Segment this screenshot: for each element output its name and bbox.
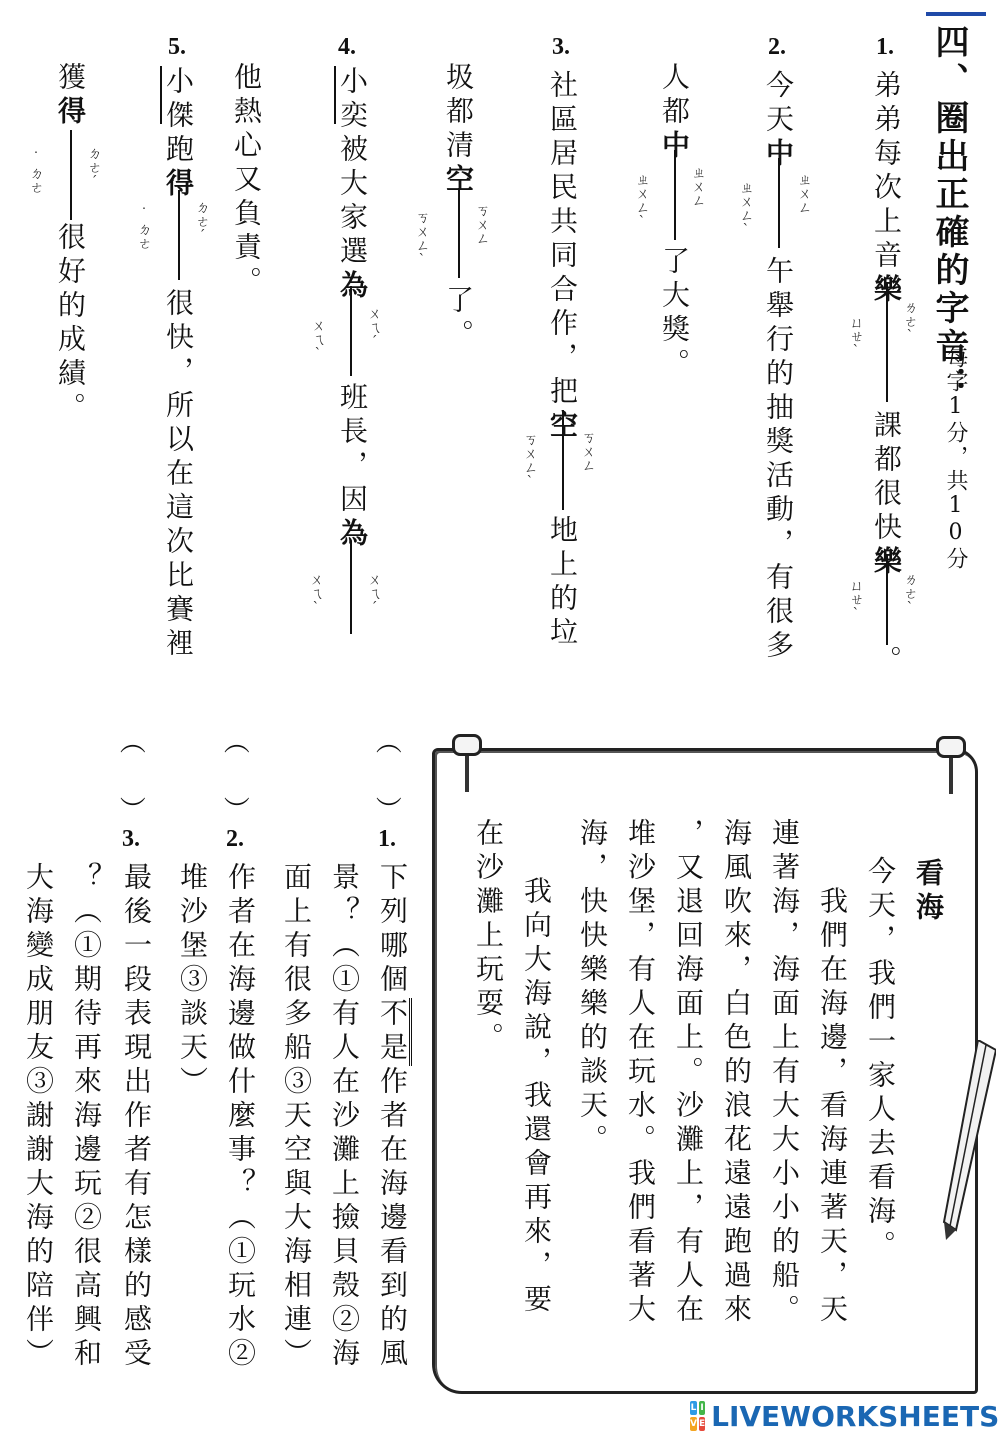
passage-line: 堆沙堡，有人在玩水。我們看著大	[624, 818, 657, 1328]
question-number: 4.	[338, 34, 356, 60]
question-text: 很好的成績。	[54, 222, 87, 426]
answer-paren-open[interactable]: （	[220, 727, 251, 755]
option-bottom[interactable]: ㄎㄨㄥˋ	[522, 432, 538, 490]
liveworksheets-logo-icon	[690, 1401, 705, 1431]
pencil-icon	[938, 1040, 996, 1240]
option-top[interactable]: ㄓㄨㄥ	[690, 165, 706, 207]
passage-line: 我向大海說，我還會再來，要	[520, 876, 553, 1318]
question-text: 他熱心又負責。	[230, 62, 263, 300]
pushpin-icon	[936, 736, 966, 796]
answer-blank	[778, 158, 780, 248]
question-number: 1.	[876, 34, 894, 60]
question-text	[658, 62, 691, 164]
question-number: 3.	[552, 34, 570, 60]
option-top[interactable]: ㄨㄟˊ	[366, 306, 382, 350]
answer-paren-close[interactable]: ）	[372, 795, 403, 823]
answer-blank	[886, 282, 888, 402]
question-text-part: 圾都清	[442, 62, 475, 164]
answer-blank	[350, 286, 352, 376]
option-top[interactable]: ㄎㄨㄥ	[474, 203, 490, 245]
question-text: 了。	[442, 285, 475, 353]
option-top[interactable]: ㄨㄟˊ	[366, 572, 382, 616]
option-top[interactable]: ㄌㄜˋ	[902, 572, 918, 616]
answer-blank	[458, 188, 460, 278]
question-number: 2.	[226, 826, 244, 852]
passage-line: 連著海，海面上有大大小小的船。	[768, 818, 801, 1328]
answer-blank	[178, 190, 180, 280]
target-char: 為	[336, 270, 369, 304]
answer-paren-close[interactable]: ）	[116, 795, 147, 823]
liveworksheets-footer	[690, 1396, 1000, 1436]
target-char: 為	[336, 518, 369, 552]
logo-letter: I	[700, 1403, 704, 1413]
question-text-part: 課都很快	[870, 410, 903, 546]
question-text	[442, 62, 475, 198]
reading-question-text	[376, 862, 409, 1372]
option-top[interactable]: ㄌㄜˋ	[902, 300, 918, 344]
question-text	[762, 70, 795, 172]
option-top[interactable]: ㄓㄨㄥ	[796, 172, 812, 214]
title-accent-bar	[926, 12, 986, 16]
target-char: 空	[546, 410, 579, 444]
question-text	[870, 70, 903, 308]
question-text: 很快，所以在這次比賽裡	[162, 288, 195, 662]
option-top[interactable]: ㄉㄜˊ	[86, 146, 102, 190]
answer-blank	[886, 555, 888, 645]
reading-question-text: ？（①期待再來海邊玩②很高興和	[70, 862, 103, 1372]
passage-title: 看海	[912, 858, 945, 926]
question-text-part: 今天	[762, 70, 795, 138]
option-top[interactable]: ㄎㄨㄥ	[580, 430, 596, 472]
question-text-part: 社區居民共同合作，把	[546, 70, 579, 410]
option-bottom[interactable]: ˙ㄉㄜ	[28, 150, 44, 194]
reading-question-text: 景？（①有人在沙灘上撿貝殼②海	[328, 862, 361, 1372]
question-text-part: 作者在海邊看到的風	[376, 1066, 409, 1372]
passage-line: 海風吹來，白色的浪花遠遠跑過來	[720, 818, 753, 1328]
passage-line: ，又退回海面上。沙灘上，有人在	[672, 818, 705, 1328]
answer-blank	[562, 410, 564, 510]
brand-name: LIVEWORKSHEETS	[711, 1399, 1000, 1433]
question-text: 了大獎。	[658, 246, 691, 382]
question-text	[546, 70, 579, 444]
question-text-part: 小奕被大家選	[336, 66, 369, 270]
reading-question-text: 最後一段表現出作者有怎樣的感受	[120, 862, 153, 1372]
question-text-part: 小傑跑	[162, 66, 195, 168]
target-char: 中	[762, 138, 795, 172]
question-number: 2.	[768, 34, 786, 60]
answer-blank	[674, 150, 676, 240]
logo-letter: L	[690, 1403, 697, 1413]
question-text-part: 下列哪個	[376, 862, 409, 998]
answer-paren-open[interactable]: （	[372, 727, 403, 755]
option-bottom[interactable]: ㄩㄝˋ	[848, 578, 864, 622]
passage-line: 我們在海邊，看海連著天，天	[816, 886, 849, 1328]
target-char: 空	[442, 164, 475, 198]
option-bottom[interactable]: ㄓㄨㄥˋ	[738, 180, 754, 238]
question-text-part: 獲	[54, 62, 87, 96]
passage-line: 今天，我們一家人去看海。	[864, 856, 897, 1264]
section-score-note: 每字1分，共10分	[943, 346, 968, 571]
option-bottom[interactable]: ㄎㄨㄥˋ	[414, 210, 430, 268]
option-top[interactable]: ㄉㄜˊ	[194, 200, 210, 244]
question-text: 地上的垃	[546, 515, 579, 651]
question-number: 3.	[122, 826, 140, 852]
reading-question-text: 作者在海邊做什麼事？（①玩水②	[224, 862, 257, 1372]
option-bottom[interactable]: ㄓㄨㄥˋ	[634, 172, 650, 230]
question-text-part: 人都	[658, 62, 691, 130]
emphasis-text: 不是	[376, 998, 412, 1066]
question-text-part: 班長，因	[336, 382, 369, 518]
question-text	[54, 62, 87, 130]
question-text	[336, 382, 369, 552]
target-char: 樂	[870, 274, 903, 308]
passage-line: 在沙灘上玩耍。	[472, 818, 505, 1056]
answer-blank	[70, 130, 72, 220]
answer-paren-open[interactable]: （	[116, 727, 147, 755]
reading-question-text: 堆沙堡③談天）	[176, 862, 209, 1100]
answer-paren-close[interactable]: ）	[220, 795, 251, 823]
question-text: 。	[870, 645, 903, 679]
question-number: 1.	[378, 826, 396, 852]
question-text	[162, 66, 195, 202]
target-char: 得	[54, 96, 87, 130]
question-text: 午舉行的抽獎活動，有很多	[762, 256, 795, 664]
logo-letter: V	[690, 1419, 697, 1429]
target-char: 得	[162, 168, 195, 202]
option-bottom[interactable]: ㄨㄟˋ	[310, 318, 326, 362]
target-char: 中	[658, 130, 691, 164]
option-bottom[interactable]: ㄨㄟˋ	[308, 572, 324, 616]
question-text-part: 弟弟每次上音	[870, 70, 903, 274]
reading-question-text: 面上有很多船③天空與大海相連）	[280, 862, 313, 1372]
section-title: 四、圈出正確的字音：	[929, 24, 969, 404]
target-char: 樂	[870, 546, 903, 580]
passage-line: 海，快快樂樂的談天。	[576, 818, 609, 1158]
logo-letter: E	[698, 1419, 706, 1429]
answer-blank	[350, 542, 352, 634]
option-bottom[interactable]: ㄩㄝˋ	[848, 315, 864, 359]
question-text	[336, 66, 369, 304]
pushpin-icon	[452, 734, 482, 794]
option-bottom[interactable]: ˙ㄉㄜ	[136, 206, 152, 250]
question-number: 5.	[168, 34, 186, 60]
reading-question-text: 大海變成朋友③謝謝大海的陪伴）	[22, 862, 55, 1372]
